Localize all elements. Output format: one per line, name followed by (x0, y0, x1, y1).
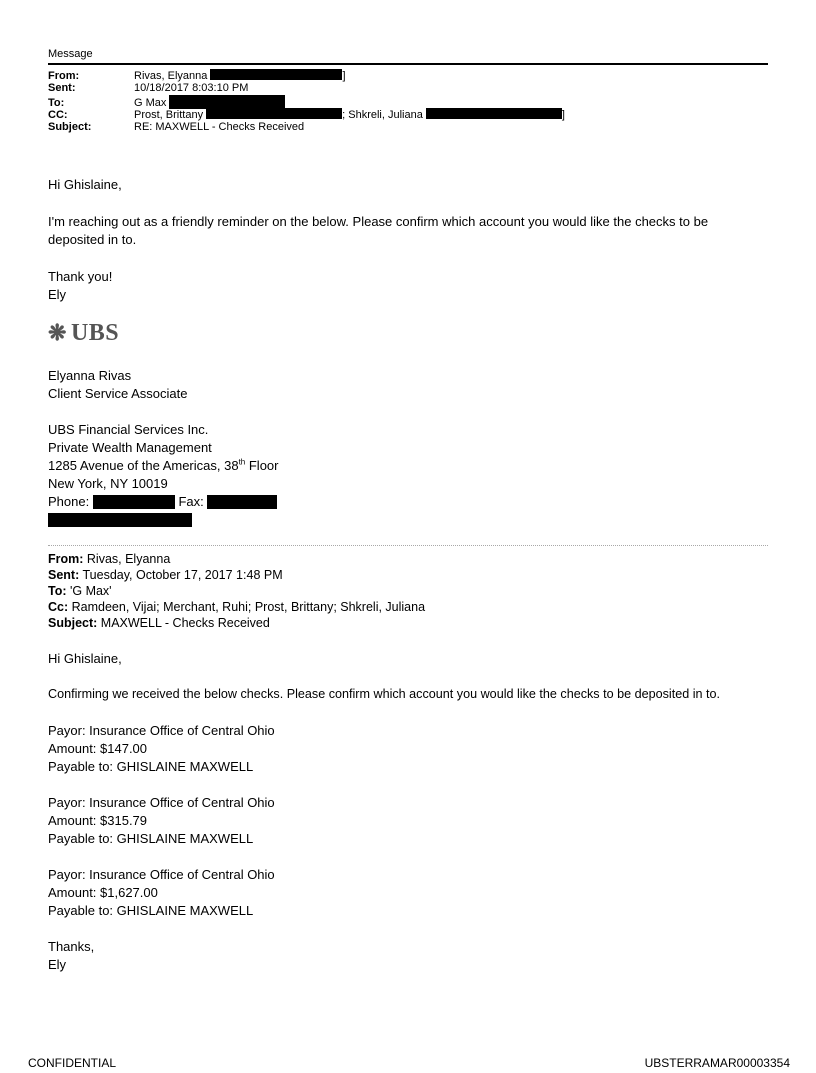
header-cc-label: CC: (48, 109, 68, 121)
redaction-bar (48, 513, 192, 527)
header-from-row: From: Rivas, Elyanna ] (48, 70, 346, 82)
check-amount: Amount: $315.79 (48, 813, 148, 828)
forward-from-label: From: (48, 552, 84, 566)
fax-label: Fax: (178, 494, 204, 509)
forward-sent-label: Sent: (48, 568, 80, 582)
check-amount: Amount: $1,627.00 (48, 885, 158, 900)
forward-sent-value: Tuesday, October 17, 2017 1:48 PM (79, 568, 283, 582)
forward-cc-row (48, 600, 425, 616)
reply-thanks: Thank you! (48, 269, 113, 284)
header-subject-label: Subject: (48, 121, 92, 133)
phone-label: Phone: (48, 494, 90, 509)
original-thanks: Thanks, (48, 939, 95, 954)
reply-paragraph: I'm reaching out as a friendly reminder on the below. Please confirm which account you would like the checks to be deposited in to. (48, 214, 709, 247)
redaction-bar (169, 95, 285, 109)
check-payable: Payable to: GHISLAINE MAXWELL (48, 903, 254, 918)
redaction-bar (207, 495, 277, 509)
forward-subject-label: Subject: (48, 616, 98, 630)
footer-bates-number: UBSTERRAMAR00003354 (644, 1056, 790, 1070)
keys-logo-icon: ❋ (48, 320, 67, 345)
check-payor: Payor: Insurance Office of Central Ohio (48, 795, 275, 810)
check-payable: Payable to: GHISLAINE MAXWELL (48, 759, 254, 774)
header-sent-value: 10/18/2017 8:03:10 PM (134, 82, 249, 94)
redaction-bar (210, 69, 342, 80)
forward-sent-row (48, 568, 283, 584)
address-line: 1285 Avenue of the Americas, 38 (48, 458, 239, 473)
signature-company: UBS Financial Services Inc. (48, 422, 209, 437)
check-payor: Payor: Insurance Office of Central Ohio (48, 723, 275, 738)
redaction-bar (206, 108, 342, 119)
signature-city: New York, NY 10019 (48, 476, 168, 491)
header-to-value: G Max (134, 97, 167, 109)
reply-greeting: Hi Ghislaine, (48, 177, 122, 192)
redaction-bar (426, 108, 562, 119)
check-amount: Amount: $147.00 (48, 741, 148, 756)
header-cc-row: CC: Prost, Brittany ; Shkreli, Juliana ] (48, 109, 565, 121)
check-payable: Payable to: GHISLAINE MAXWELL (48, 831, 254, 846)
header-to-label: To: (48, 97, 65, 109)
original-greeting: Hi Ghislaine, (48, 651, 122, 666)
forward-subject-value: MAXWELL - Checks Received (97, 616, 270, 630)
forward-cc-label: Cc: (48, 600, 69, 614)
header-cc-value-2: ; Shkreli, Juliana (342, 109, 423, 121)
forward-cc-value: Ramdeen, Vijai; Merchant, Ruhi; Prost, Brittany; Shkreli, Juliana (68, 600, 426, 614)
signature-name: Elyanna Rivas (48, 368, 132, 383)
reply-sign: Ely (48, 287, 67, 302)
forward-subject-row (48, 616, 270, 632)
message-divider (48, 545, 768, 546)
signature-address (48, 457, 278, 475)
forward-from-value: Rivas, Elyanna (83, 552, 171, 566)
signature-division: Private Wealth Management (48, 440, 212, 455)
forward-to-label: To: (48, 584, 67, 598)
signature-email-row (48, 511, 192, 529)
signature-title: Client Service Associate (48, 386, 188, 401)
forward-to-row (48, 584, 112, 600)
header-sent-row (48, 82, 248, 95)
forward-from-row (48, 552, 170, 568)
original-sign: Ely (48, 957, 67, 972)
ubs-logo-text: UBS (70, 320, 120, 346)
check-payor: Payor: Insurance Office of Central Ohio (48, 867, 275, 882)
header-cc-value-1: Prost, Brittany (134, 109, 204, 121)
address-sup: th (238, 457, 246, 467)
header-from-value: Rivas, Elyanna (134, 70, 208, 82)
message-label: Message (48, 48, 93, 60)
redaction-bar (93, 495, 175, 509)
header-subject-value: RE: MAXWELL - Checks Received (134, 121, 305, 133)
header-from-label: From: (48, 70, 80, 82)
address-floor: Floor (245, 458, 279, 473)
header-rule (48, 63, 768, 65)
forward-to-value: 'G Max' (66, 584, 112, 598)
signature-phone-row (48, 493, 277, 511)
header-subject-row (48, 121, 304, 134)
footer-confidential: CONFIDENTIAL (28, 1056, 117, 1070)
original-paragraph: Confirming we received the below checks. Please confirm which account you would like the checks to be deposited in to. (48, 687, 721, 701)
ubs-logo (48, 320, 119, 347)
header-sent-label: Sent: (48, 82, 76, 94)
